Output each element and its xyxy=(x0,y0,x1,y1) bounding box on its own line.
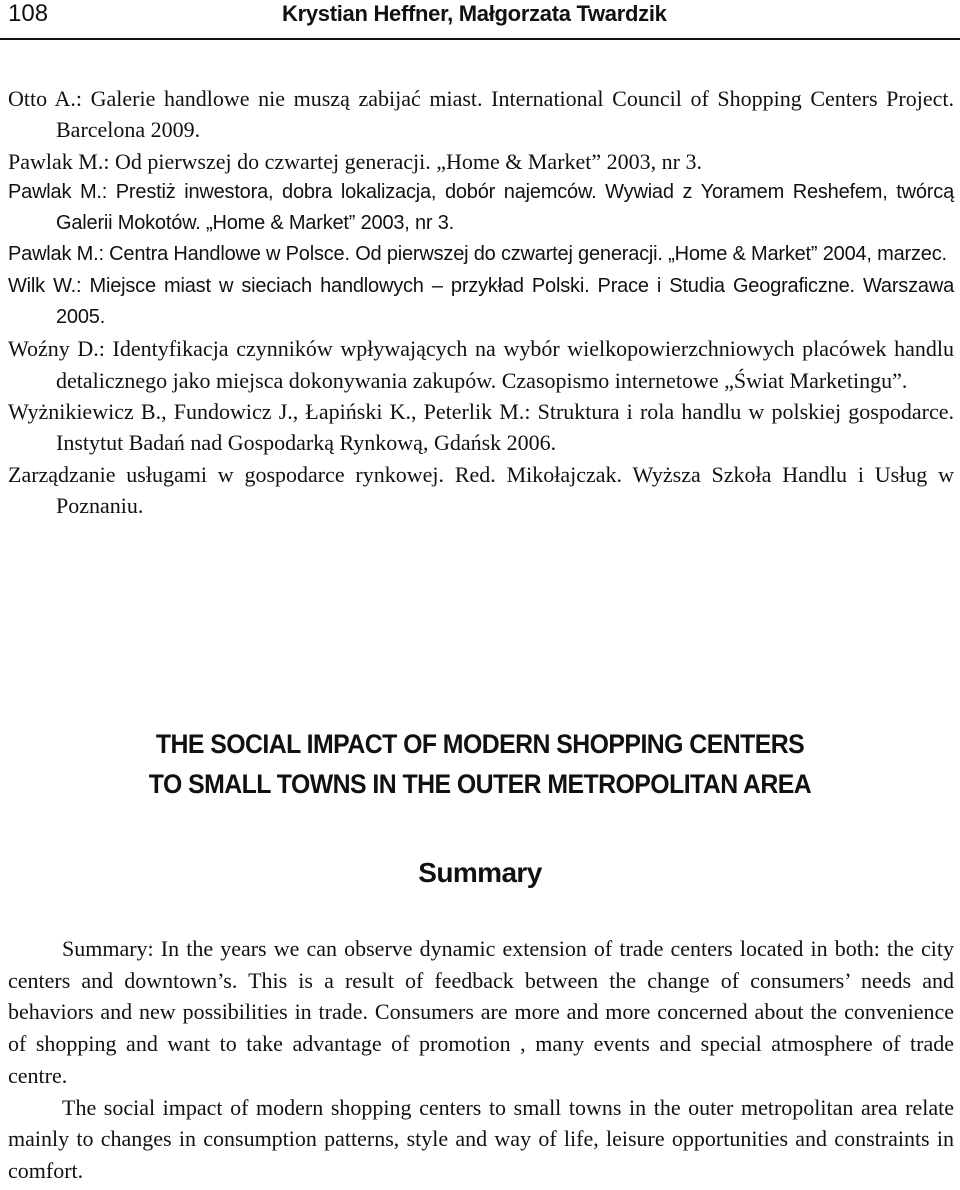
summary-body xyxy=(8,933,954,1187)
reference-item: Pawlak M.: Od pierwszej do czwartej generacji. „Home & Market” 2003, nr 3. xyxy=(8,148,702,174)
article-title-line-2: TO SMALL TOWNS IN THE OUTER METROPOLITAN AREA xyxy=(148,769,812,799)
reference-item: Wyżnikiewicz B., Fundowicz J., Łapiński K., Peterlik M.: Struktura i rola handlu w polskiej gospodarce. Instytut Badań nad Gospodarką Rynkową, Gdańsk 2006. xyxy=(8,398,954,456)
reference-item: Wilk W.: Miejsce miast w sieciach handlowych – przykład Polski. Prace i Studia Geograficzne. Warszawa 2005. xyxy=(8,274,954,329)
summary-paragraph: Summary: In the years we can observe dynamic extension of trade centers located in both: the city centers and downtown’s. This is a result of feedback between the change of consumers’ needs and behaviors and new possibilities in trade. Consumers are more and more concerned about the convenience of shopping and want to take advantage of promotion , many events and special atmosphere of trade centre. xyxy=(8,936,954,1088)
running-head: Krystian Heffner, Małgorzata Twardzik xyxy=(282,1,667,26)
article-title xyxy=(38,724,921,804)
page-header xyxy=(0,0,960,40)
article-title-line-1: THE SOCIAL IMPACT OF MODERN SHOPPING CENTERS xyxy=(155,729,805,759)
page-number: 108 xyxy=(8,0,49,27)
reference-item: Pawlak M.: Prestiż inwestora, dobra lokalizacja, dobór najemców. Wywiad z Yoramem Reshefem, twórcą Galerii Mokotów. „Home & Market” 2003, nr 3. xyxy=(8,180,954,235)
reference-item: Zarządzanie usługami w gospodarce rynkowej. Red. Mikołajczak. Wyższa Szkoła Handlu i Usług w Poznaniu. xyxy=(8,461,954,518)
reference-list xyxy=(8,83,954,521)
reference-item: Woźny D.: Identyfikacja czynników wpływających na wybór wielkopowierzchniowych placówek handlu detalicznego jako miejsca dokonywania zakupów. Czasopismo internetowe „Świat Marketingu”. xyxy=(8,336,954,393)
header-rule xyxy=(0,38,960,40)
reference-item: Pawlak M.: Centra Handlowe w Polsce. Od pierwszej do czwartej generacji. „Home & Market” 2004, marzec. xyxy=(8,243,947,266)
summary-heading: Summary xyxy=(418,857,542,888)
reference-item: Otto A.: Galerie handlowe nie muszą zabijać miast. International Council of Shopping Centers Project. Barcelona 2009. xyxy=(8,86,954,143)
summary-paragraph: The social impact of modern shopping centers to small towns in the outer metropolitan area relate mainly to changes in consumption patterns, style and way of life, leisure opportunities and constraints in comfort. xyxy=(8,1094,954,1183)
